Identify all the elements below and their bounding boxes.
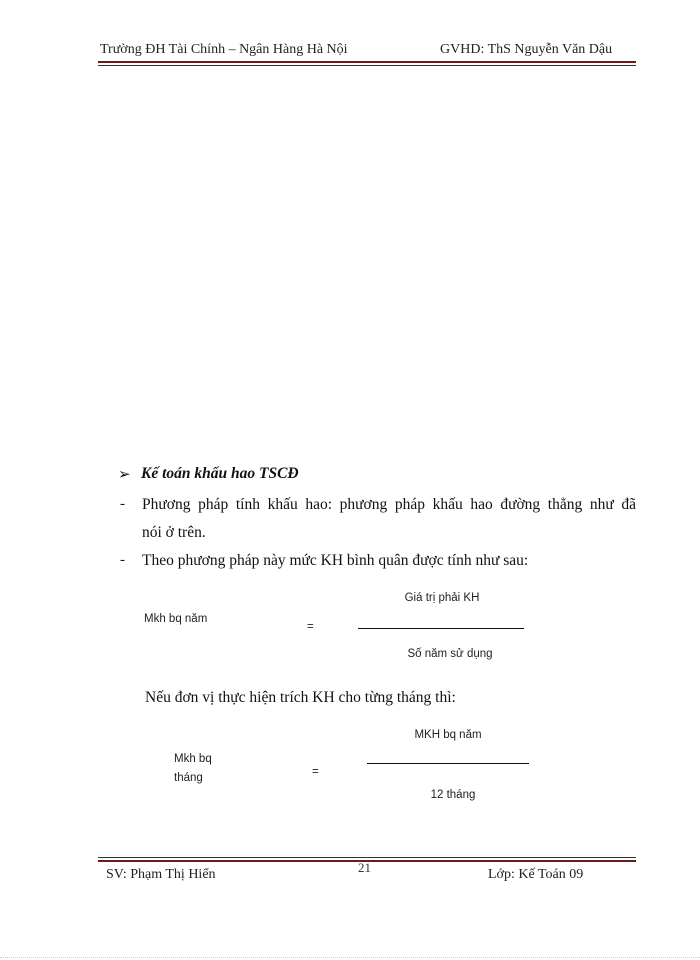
formula-2-lhs-line-2: tháng bbox=[174, 772, 203, 784]
formula-1-lhs: Mkh bq năm bbox=[144, 613, 208, 625]
header-school: Trường ĐH Tài Chính – Ngân Hàng Hà Nội bbox=[100, 42, 348, 57]
section-title: Kế toán khấu hao TSCĐ bbox=[141, 465, 299, 482]
bullet-arrow-icon: ➢ bbox=[118, 467, 131, 483]
page-number: 21 bbox=[358, 860, 371, 875]
formula-2-equals: = bbox=[312, 766, 319, 778]
footer-class: Lớp: Kế Toán 09 bbox=[488, 867, 584, 882]
item-dash: - bbox=[120, 552, 125, 568]
formula-2-denominator: 12 tháng bbox=[430, 789, 476, 801]
footer-rule-thin bbox=[98, 857, 636, 858]
header-rule-thick bbox=[98, 61, 636, 63]
footer-student: SV: Phạm Thị Hiển bbox=[106, 867, 216, 882]
formula-1-denominator: Số năm sử dụng bbox=[407, 648, 493, 660]
header-advisor: GVHD: ThS Nguyễn Văn Dậu bbox=[440, 42, 613, 57]
header-rule-thin bbox=[98, 65, 636, 66]
item-2-line-1: Theo phương pháp này mức KH bình quân được tính như sau: bbox=[142, 552, 529, 569]
item-dash: - bbox=[120, 496, 125, 512]
page-edge-divider bbox=[0, 957, 700, 958]
formula-2-lhs-line-1: Mkh bq bbox=[174, 753, 212, 765]
formula-2-fraction-bar bbox=[367, 763, 529, 764]
formula-1-equals: = bbox=[307, 621, 314, 633]
formula-1-fraction-bar bbox=[358, 628, 524, 629]
monthly-intro-text: Nếu đơn vị thực hiện trích KH cho từng tháng thì: bbox=[145, 689, 456, 706]
formula-2-numerator: MKH bq năm bbox=[414, 729, 482, 741]
item-1-line-1: Phương pháp tính khấu hao: phương pháp khấu hao đường thẳng như đã bbox=[142, 496, 636, 513]
formula-1-numerator: Giá trị phải KH bbox=[404, 592, 480, 604]
item-1-line-2: nói ở trên. bbox=[142, 524, 206, 541]
